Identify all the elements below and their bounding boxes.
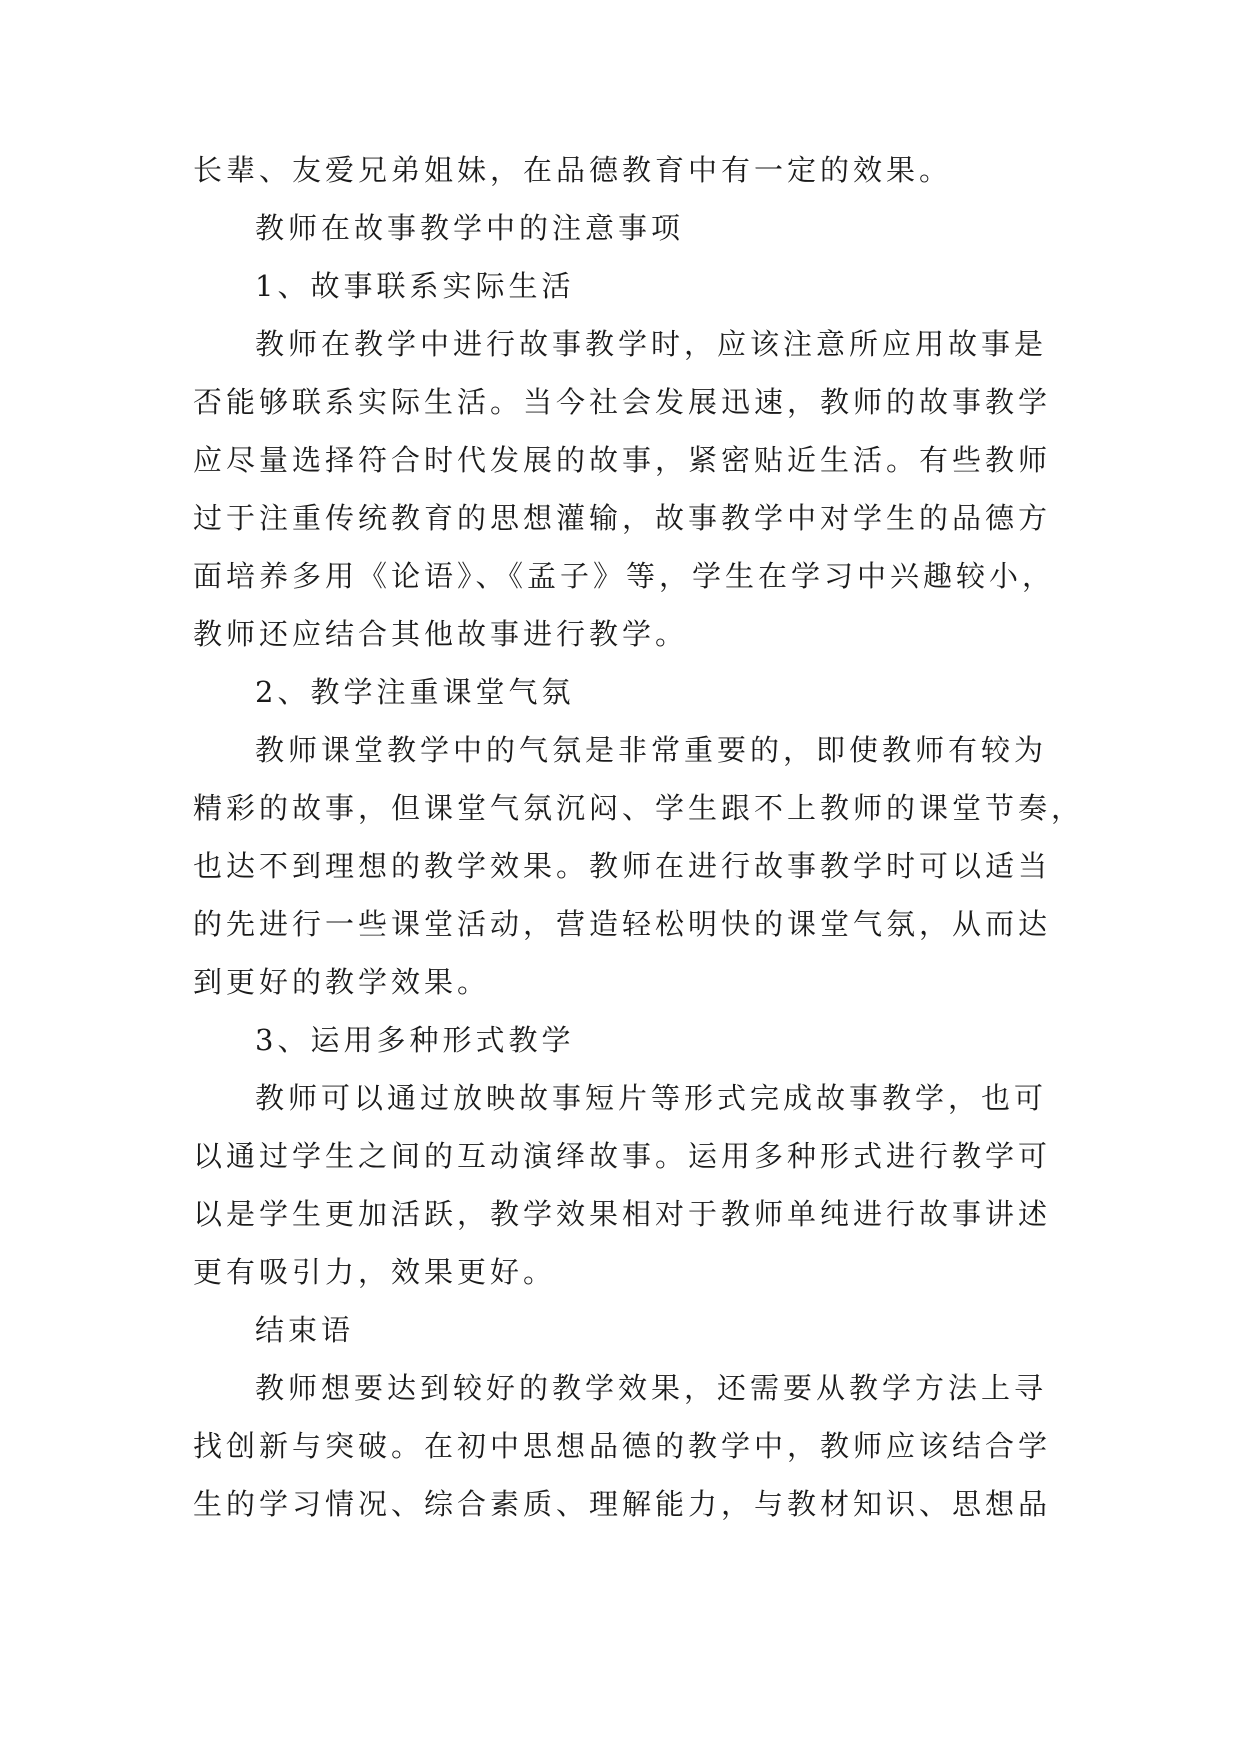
paragraph-line: 到更好的教学效果。 bbox=[193, 965, 491, 999]
subsection-heading-3: 3、运用多种形式教学 bbox=[255, 1023, 575, 1057]
paragraph-line: 以通过学生之间的互动演绎故事。运用多种形式进行教学可 bbox=[193, 1139, 1052, 1173]
subsection-heading-1: 1、故事联系实际生活 bbox=[255, 269, 575, 303]
paragraph-line: 的先进行一些课堂活动，营造轻松明快的课堂气氛，从而达 bbox=[193, 907, 1052, 941]
conclusion-heading: 结束语 bbox=[255, 1313, 355, 1347]
paragraph-line: 教师想要达到较好的教学效果，还需要从教学方法上寻 bbox=[255, 1371, 1048, 1405]
paragraph-line: 精彩的故事，但课堂气氛沉闷、学生跟不上教师的课堂节奏， bbox=[193, 791, 1085, 825]
paragraph-line: 教师可以通过放映故事短片等形式完成故事教学，也可 bbox=[255, 1081, 1048, 1115]
paragraph-line: 否能够联系实际生活。当今社会发展迅速，教师的故事教学 bbox=[193, 385, 1052, 419]
paragraph-line: 更有吸引力，效果更好。 bbox=[193, 1255, 557, 1289]
paragraph-line: 教师还应结合其他故事进行教学。 bbox=[193, 617, 689, 651]
paragraph-line: 找创新与突破。在初中思想品德的教学中，教师应该结合学 bbox=[193, 1429, 1052, 1463]
paragraph-line: 教师课堂教学中的气氛是非常重要的，即使教师有较为 bbox=[255, 733, 1048, 767]
section-heading: 教师在故事教学中的注意事项 bbox=[255, 211, 685, 245]
paragraph-line: 教师在教学中进行故事教学时，应该注意所应用故事是 bbox=[255, 327, 1048, 361]
paragraph-line: 过于注重传统教育的思想灌输，故事教学中对学生的品德方 bbox=[193, 501, 1052, 535]
paragraph-line: 应尽量选择符合时代发展的故事，紧密贴近生活。有些教师 bbox=[193, 443, 1052, 477]
paragraph-line: 面培养多用《论语》、《孟子》等，学生在学习中兴趣较小， bbox=[193, 559, 1056, 593]
paragraph-line: 也达不到理想的教学效果。教师在进行故事教学时可以适当 bbox=[193, 849, 1052, 883]
paragraph-line: 生的学习情况、综合素质、理解能力，与教材知识、思想品 bbox=[193, 1487, 1052, 1521]
subsection-heading-2: 2、教学注重课堂气氛 bbox=[255, 675, 575, 709]
paragraph-line: 以是学生更加活跃，教学效果相对于教师单纯进行故事讲述 bbox=[193, 1197, 1052, 1231]
paragraph-continuation: 长辈、友爱兄弟姐妹，在品德教育中有一定的效果。 bbox=[193, 153, 953, 187]
